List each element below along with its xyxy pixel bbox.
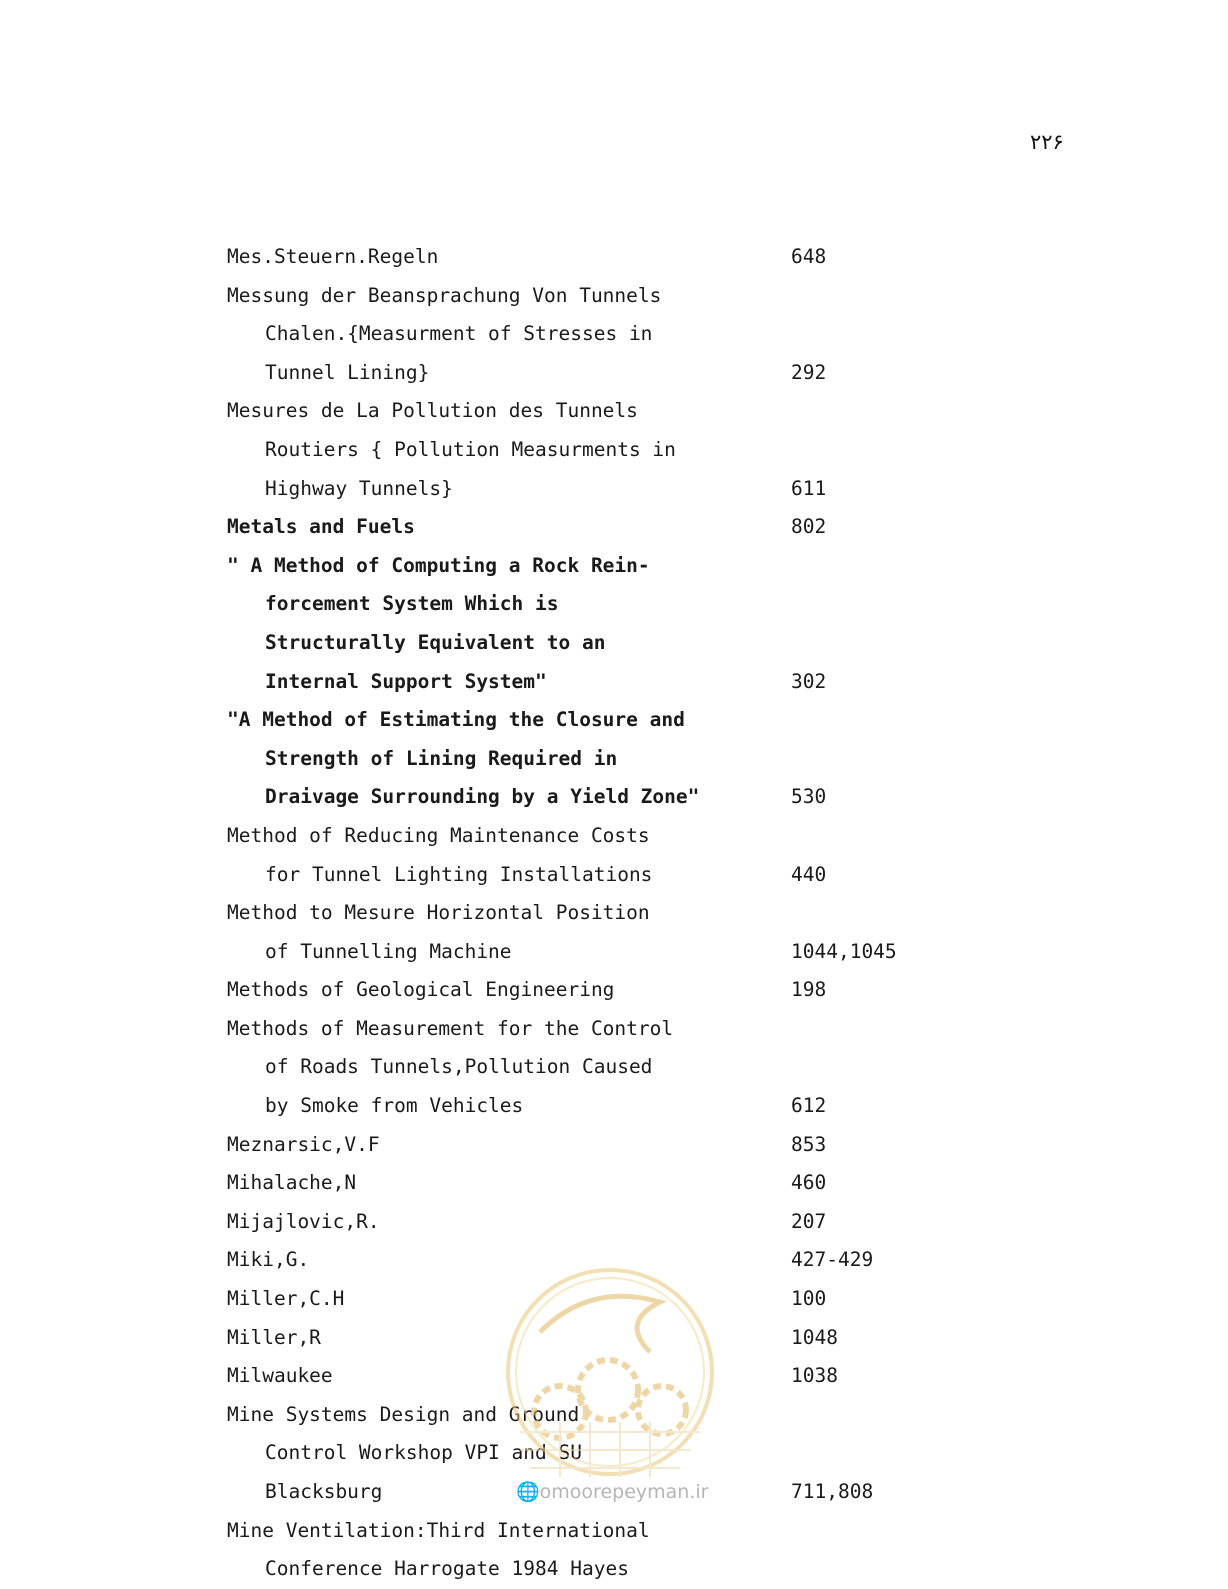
entry-page-number: 207 [791,1209,827,1233]
index-entry-continuation [0,663,1228,702]
entry-text: Tunnel Lining} [265,360,430,384]
entry-page-number: 611 [791,476,827,500]
index-entry-continuation [0,585,1228,624]
entry-text: Internal Support System" [265,669,547,693]
entry-page-number: 427-429 [791,1248,874,1272]
watermark-site [516,1480,708,1503]
index-entry-continuation [0,1087,1228,1126]
globe-icon: 🌐 [516,1481,540,1503]
index-entry-continuation [0,933,1228,972]
index-entry-continuation [0,856,1228,895]
entry-text: Mihalache,N [227,1171,357,1195]
entry-text: Meznarsic,V.F [227,1132,380,1156]
index-entry [0,392,1228,431]
entry-page-number: 1044,1045 [791,939,897,963]
entry-page-number: 530 [791,785,827,809]
entry-text: Mine Ventilation:Third International [227,1518,650,1542]
entry-page-number: 648 [791,245,827,268]
entry-text: Mine Systems Design and Ground [227,1402,580,1426]
entry-page-number: 1038 [791,1364,838,1388]
index-entry [0,238,1228,277]
entry-page-number: 292 [791,360,827,384]
index-entry-continuation [0,315,1228,354]
entry-page-number: 853 [791,1132,827,1156]
entry-text: "A Method of Estimating the Closure and [227,708,685,732]
index-entry-continuation [0,1550,1228,1589]
index-entry [0,1010,1228,1049]
entry-text: of Roads Tunnels,Pollution Caused [265,1055,653,1079]
entry-page-number: 440 [791,862,827,886]
entry-text: Method to Mesure Horizontal Position [227,901,650,925]
entry-page-number: 302 [791,669,827,693]
index-entry [0,971,1228,1010]
entry-page-number: 198 [791,978,827,1002]
entry-text: Messung der Beansprachung Von Tunnels [227,283,662,307]
entry-text: Highway Tunnels} [265,476,453,500]
index-entry [0,1164,1228,1203]
index-entry [0,277,1228,316]
entry-text: forcement System Which is [265,592,559,616]
entry-page-number: 460 [791,1171,827,1195]
entry-page-number: 802 [791,515,827,539]
entry-text: Mijajlovic,R. [227,1209,380,1233]
entry-text: Routiers { Pollution Measurments in [265,437,676,461]
entry-page-number: 711,808 [791,1480,874,1503]
index-entry [0,701,1228,740]
index-entry [0,894,1228,933]
entry-text: Structurally Equivalent to an [265,630,606,654]
index-entry [0,1203,1228,1242]
entry-text: Milwaukee [227,1364,333,1388]
watermark-logo [500,1262,720,1512]
entry-text: by Smoke from Vehicles [265,1094,524,1118]
entry-text: Miki,G. [227,1248,310,1272]
entry-page-number: 1048 [791,1325,838,1349]
index-entry-continuation [0,354,1228,393]
entry-text: Methods of Measurement for the Control [227,1016,674,1040]
index-entry-continuation [0,624,1228,663]
index-entry [0,817,1228,856]
entry-text: for Tunnel Lighting Installations [265,862,653,886]
entry-text: Method of Reducing Maintenance Costs [227,823,650,847]
entry-text: Draivage Surrounding by a Yield Zone" [265,785,700,809]
index-entry-continuation [0,778,1228,817]
index-entry [0,547,1228,586]
entry-text: Miller,R [227,1325,321,1349]
entry-text: Metals and Fuels [227,515,415,539]
entry-text: Miller,C.H [227,1287,345,1311]
index-entry-continuation [0,431,1228,470]
page-number: ٢٢۶ [1030,130,1064,154]
entry-text: Control Workshop VPI and SU [265,1441,582,1465]
entry-text: Chalen.{Measurment of Stresses in [265,322,653,346]
index-entry [0,1126,1228,1165]
entry-page-number: 612 [791,1094,827,1118]
entry-text: Strength of Lining Required in [265,746,618,770]
entry-page-number: 100 [791,1287,827,1311]
index-entry-continuation [0,1048,1228,1087]
index-entry-continuation [0,470,1228,509]
entry-text: Methods of Geological Engineering [227,978,615,1002]
entry-text: Blacksburg [265,1480,383,1503]
entry-text: " A Method of Computing a Rock Rein- [227,553,650,577]
entry-text: Mesures de La Pollution des Tunnels [227,399,638,423]
watermark-site-text: omoorepeyman.ir [539,1481,709,1503]
index-entry [0,508,1228,547]
entry-text: Conference Harrogate 1984 Hayes [265,1557,629,1581]
index-entry [0,1512,1228,1551]
index-entry-continuation [0,740,1228,779]
entry-text: Mes.Steuern.Regeln [227,245,439,268]
entry-text: of Tunnelling Machine [265,939,512,963]
